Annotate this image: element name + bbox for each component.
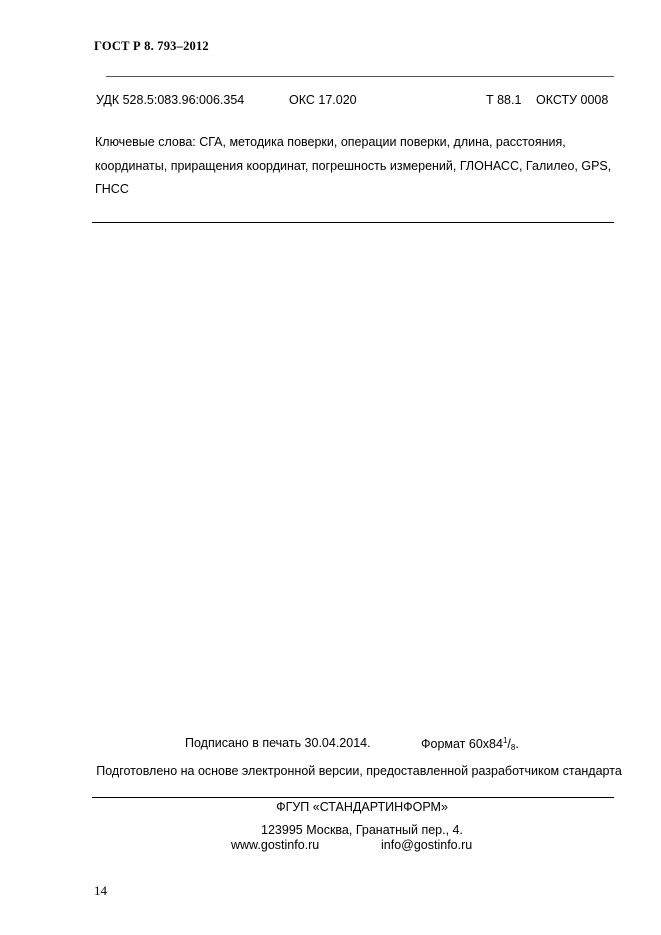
t-code: Т 88.1 <box>486 93 522 107</box>
classification-row <box>96 93 614 109</box>
email-link[interactable]: info@gostinfo.ru <box>381 838 473 852</box>
format-numerator: 1 <box>502 736 508 745</box>
okstu-code: ОКСТУ 0008 <box>536 93 609 107</box>
signed-for-print: Подписано в печать 30.04.2014. <box>185 736 371 750</box>
publisher-name: ФГУП «СТАНДАРТИНФОРМ» <box>276 800 448 814</box>
format-prefix: Формат 60x84 <box>421 737 503 751</box>
keywords-divider <box>92 222 614 223</box>
keywords-paragraph: Ключевые слова: СГА, методика поверки, операции поверки, длина, расстояния, координаты, приращения координат, погрешность измерений, ГЛОНАСС, Галилео, GPS, ГНСС <box>95 135 612 196</box>
udk-code: УДК 528.5:083.96:006.354 <box>96 93 245 107</box>
imprint-divider <box>92 797 614 798</box>
paper-format: Формат $60x84^1/_8$. <box>421 736 519 752</box>
format-denominator: 8 <box>510 743 516 752</box>
page-number: 14 <box>94 883 107 898</box>
document-code-header: ГОСТ Р 8. 793–2012 <box>94 39 209 53</box>
header-divider <box>106 76 614 77</box>
publisher-address: 123995 Москва, Гранатный пер., 4. <box>261 823 463 837</box>
format-suffix: . <box>515 737 519 751</box>
website-link[interactable]: www.gostinfo.ru <box>231 838 320 852</box>
prepared-note: Подготовлено на основе электронной версии, предоставленной разработчиком стандарта <box>96 764 622 778</box>
oks-code: ОКС 17.020 <box>289 93 357 107</box>
